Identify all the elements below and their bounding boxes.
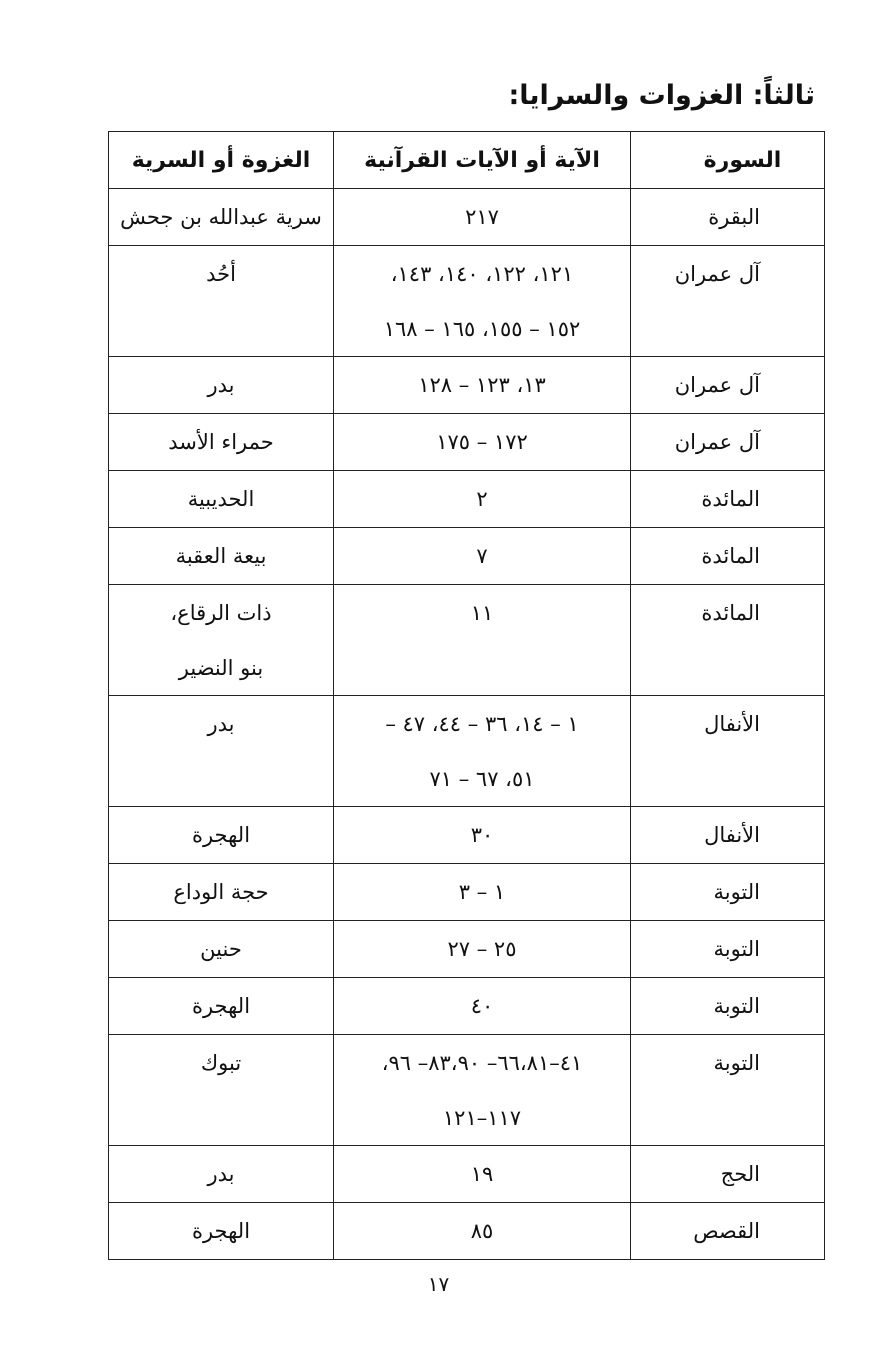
- section-heading: ثالثاً: الغزوات والسرايا:: [508, 80, 815, 111]
- ayah-cell: [334, 1146, 631, 1203]
- battle-name: تبوك: [200, 1051, 242, 1075]
- battle-cell: [109, 246, 334, 357]
- surah-name: آل عمران: [674, 430, 760, 454]
- battle-cell: [109, 921, 334, 978]
- table-row: [109, 585, 825, 696]
- surah-cell: [631, 1146, 825, 1203]
- ayah-cell: [334, 189, 631, 246]
- surah-name: المائدة: [701, 487, 760, 511]
- surah-cell: [631, 864, 825, 921]
- battle-cell: [109, 189, 334, 246]
- ayah-numbers: ١٥٢ – ١٥٥، ١٦٥ – ١٦٨: [383, 317, 581, 341]
- battle-name: الهجرة: [191, 994, 251, 1018]
- page-number: ١٧: [427, 1272, 450, 1296]
- ayah-numbers: ١١٧–١٢١: [442, 1106, 522, 1130]
- ayah-cell: [334, 414, 631, 471]
- ayah-numbers: ٧: [476, 544, 488, 568]
- ayah-cell: [334, 864, 631, 921]
- ayah-cell: [334, 978, 631, 1035]
- battle-cell: [109, 864, 334, 921]
- battle-cell: [109, 978, 334, 1035]
- ayah-cell: [334, 696, 631, 807]
- ayah-numbers: ١ – ١٤، ٣٦ – ٤٤، ٤٧ –: [385, 712, 579, 736]
- ayah-cell: [334, 1203, 631, 1260]
- battle-name: الهجرة: [191, 823, 251, 847]
- surah-cell: [631, 921, 825, 978]
- surah-name: القصص: [693, 1219, 760, 1243]
- battle-cell: [109, 414, 334, 471]
- battle-name: حجة الوداع: [173, 880, 269, 904]
- column-header-surah: السورة: [631, 132, 825, 189]
- table-body: [109, 189, 825, 1260]
- surah-name: الحج: [720, 1162, 760, 1186]
- ayah-numbers: ١١: [470, 601, 494, 625]
- ayah-cell: [334, 246, 631, 357]
- table-row: [109, 471, 825, 528]
- ayah-cell: [334, 471, 631, 528]
- surah-cell: [631, 1035, 825, 1146]
- surah-cell: [631, 696, 825, 807]
- ayah-numbers: ١٢١، ١٢٢، ١٤٠، ١٤٣،: [390, 262, 574, 286]
- table-row: [109, 1203, 825, 1260]
- surah-cell: [631, 246, 825, 357]
- table-row: [109, 807, 825, 864]
- battle-name: حمراء الأسد: [168, 430, 274, 454]
- ayah-cell: [334, 585, 631, 696]
- battle-cell: [109, 1035, 334, 1146]
- battle-name: حنين: [200, 937, 242, 961]
- battle-cell: [109, 528, 334, 585]
- ayah-numbers: ٤١–٦٦،٨١– ٨٣،٩٠– ٩٦،: [381, 1051, 583, 1075]
- battle-cell: [109, 357, 334, 414]
- table-row: [109, 357, 825, 414]
- battle-name: بيعة العقبة: [175, 544, 267, 568]
- ayah-cell: [334, 921, 631, 978]
- ayah-numbers: ١ – ٣: [458, 880, 506, 904]
- ayah-numbers: ١٣، ١٢٣ – ١٢٨: [418, 373, 546, 397]
- surah-cell: [631, 807, 825, 864]
- table-row: [109, 414, 825, 471]
- column-header-battle: الغزوة أو السرية: [109, 132, 334, 189]
- table-row: [109, 189, 825, 246]
- ayah-cell: [334, 807, 631, 864]
- ayah-numbers: ٨٥: [470, 1219, 494, 1243]
- surah-name: آل عمران: [674, 373, 760, 397]
- surah-name: التوبة: [713, 1051, 760, 1075]
- column-header-ayah: الآية أو الآيات القرآنية: [334, 132, 631, 189]
- battle-name: ذات الرقاع،: [170, 601, 272, 625]
- surah-cell: [631, 978, 825, 1035]
- ayah-numbers: ٢٥ – ٢٧: [447, 937, 517, 961]
- surah-name: الأنفال: [704, 823, 760, 847]
- table-row: [109, 978, 825, 1035]
- battle-name: سرية عبدالله بن جحش: [120, 205, 322, 229]
- battle-name: بنو النضير: [178, 656, 264, 680]
- ayah-numbers: ٢١٧: [465, 205, 499, 229]
- table-row: [109, 864, 825, 921]
- battle-name: بدر: [207, 712, 235, 736]
- surah-cell: [631, 528, 825, 585]
- surah-cell: [631, 471, 825, 528]
- battle-name: الحديبية: [187, 487, 255, 511]
- table-row: [109, 246, 825, 357]
- surah-cell: [631, 357, 825, 414]
- battle-name: الهجرة: [191, 1219, 251, 1243]
- surah-cell: [631, 1203, 825, 1260]
- ayah-numbers: ٤٠: [470, 994, 494, 1018]
- table-row: [109, 696, 825, 807]
- surah-name: الأنفال: [704, 712, 760, 736]
- ayah-numbers: ٢: [476, 487, 488, 511]
- battle-cell: [109, 1203, 334, 1260]
- battle-name: بدر: [207, 373, 235, 397]
- surah-name: المائدة: [701, 544, 760, 568]
- surah-name: آل عمران: [674, 262, 760, 286]
- ayah-cell: [334, 357, 631, 414]
- surah-cell: [631, 585, 825, 696]
- table-row: [109, 921, 825, 978]
- ayah-cell: [334, 1035, 631, 1146]
- battle-name: أحُد: [206, 262, 236, 286]
- battle-cell: [109, 585, 334, 696]
- battle-cell: [109, 1146, 334, 1203]
- surah-name: المائدة: [701, 601, 760, 625]
- table-row: [109, 1146, 825, 1203]
- surah-name: التوبة: [713, 994, 760, 1018]
- ayah-cell: [334, 528, 631, 585]
- table-row: [109, 1035, 825, 1146]
- surah-name: التوبة: [713, 880, 760, 904]
- battle-cell: [109, 807, 334, 864]
- surah-name: البقرة: [708, 205, 760, 229]
- surah-name: التوبة: [713, 937, 760, 961]
- table-header-row: [109, 132, 825, 189]
- surah-cell: [631, 189, 825, 246]
- battle-cell: [109, 471, 334, 528]
- ayah-numbers: ٣٠: [470, 823, 494, 847]
- surah-cell: [631, 414, 825, 471]
- ayah-numbers: ١٧٢ – ١٧٥: [436, 430, 528, 454]
- battle-cell: [109, 696, 334, 807]
- ayah-numbers: ٥١، ٦٧ – ٧١: [429, 767, 535, 791]
- table-row: [109, 528, 825, 585]
- ayah-numbers: ١٩: [470, 1162, 494, 1186]
- battle-name: بدر: [207, 1162, 235, 1186]
- battles-table: [108, 131, 825, 1260]
